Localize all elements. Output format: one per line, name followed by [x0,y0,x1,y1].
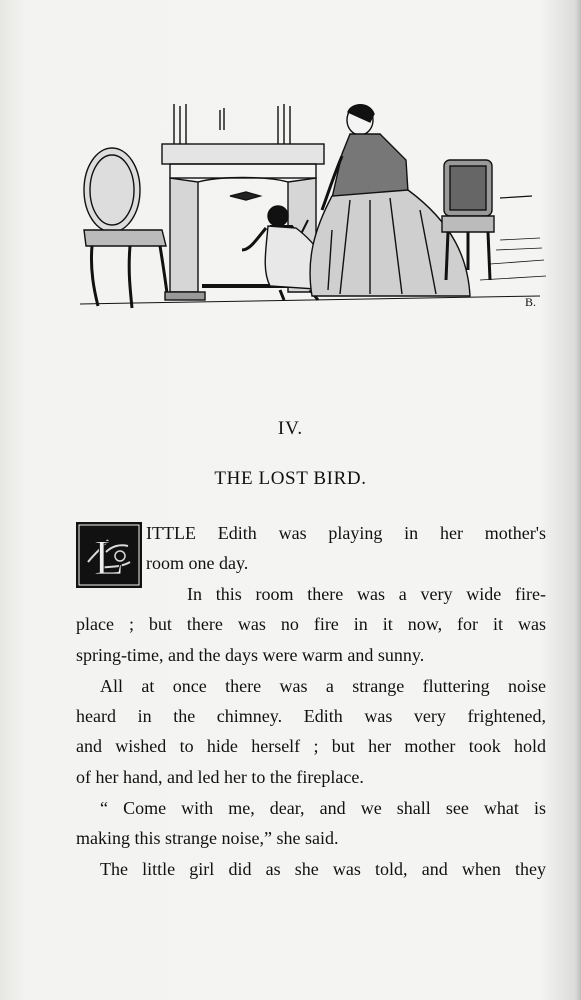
text-line: room one day. [146,553,249,573]
text-line: In this room there was a very wide fire- [187,584,546,604]
text-line: All at once there was a strange fluttering noise [100,676,546,696]
chapter-illustration [70,100,550,310]
dropcap-letter: L [93,529,125,585]
text-line: place ; but there was no fire in it now, for it was [76,614,546,634]
text-line: of her hand, and led her to the fireplace. [76,767,364,787]
text-line: making this strange noise,” she said. [76,828,339,848]
illustration-signature: B. [525,295,537,309]
decorative-dropcap [76,522,142,588]
chair-left-icon [84,148,168,308]
text-line: “ Come with me, dear, and we shall see what is [100,798,546,818]
chapter-number: IV. [277,418,304,439]
text-line: The little girl did as she was told, and when they [100,859,546,879]
text-line: and wished to hide herself ; but her mother took hold [76,736,546,756]
text-line: ITTLE Edith was playing in her mother's [146,523,546,543]
text-line: spring-time, and the days were warm and sunny. [76,645,425,665]
chapter-title: THE LOST BIRD. [214,468,367,489]
text-line: heard in the chimney. Edith was very frightened, [76,706,546,726]
